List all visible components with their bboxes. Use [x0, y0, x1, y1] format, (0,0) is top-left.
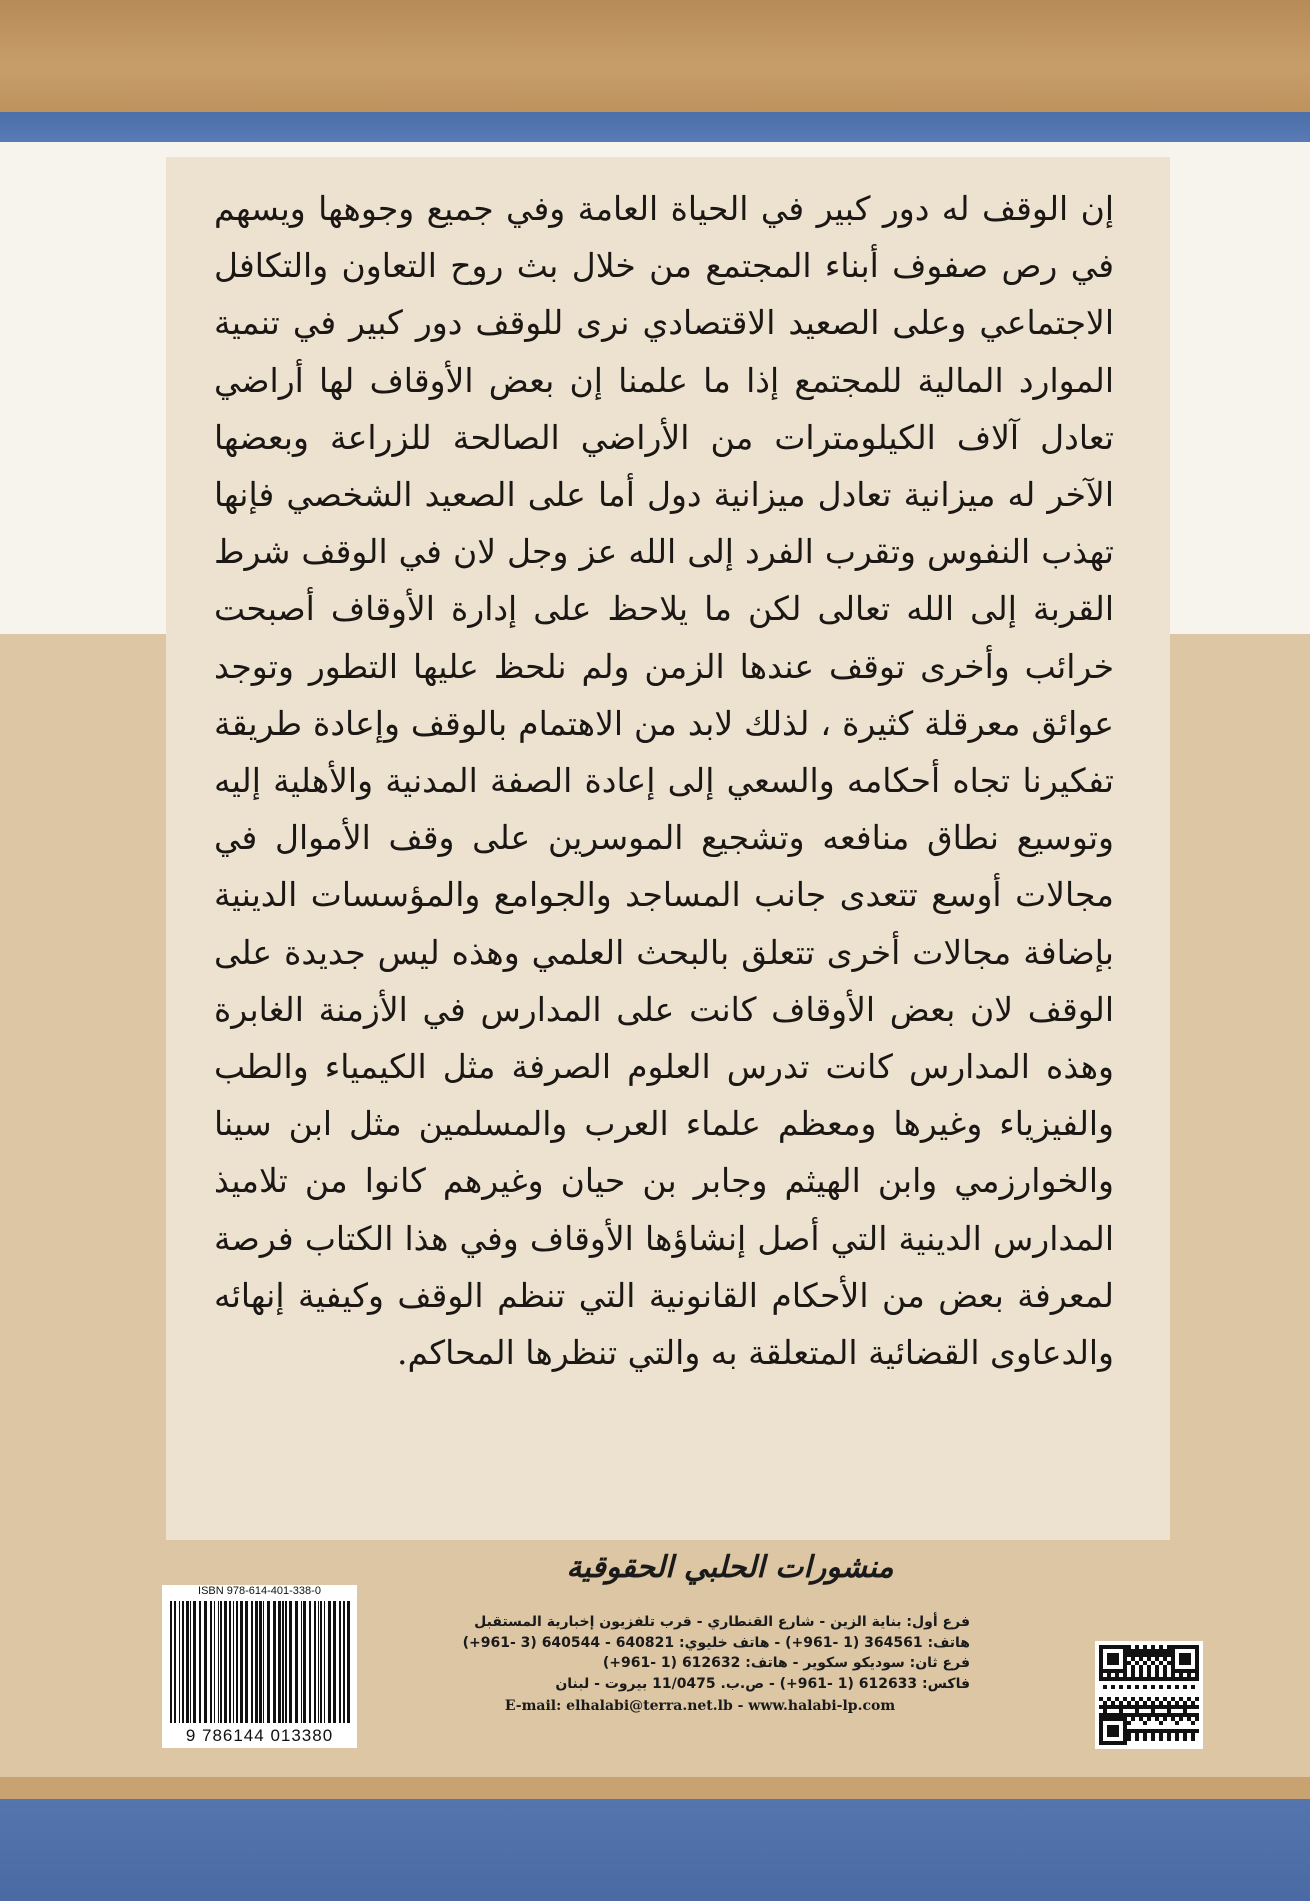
- top-blue-band: [0, 112, 1310, 142]
- publisher-contact: [430, 1612, 970, 1717]
- publisher-logo: منشورات الحلبي الحقوقية: [566, 1550, 894, 1585]
- isbn-label: ISBN 978-614-401-338-0: [198, 1585, 321, 1597]
- barcode-block: [162, 1585, 357, 1748]
- top-tan-band: [0, 0, 1310, 112]
- back-cover-blurb: إن الوقف له دور كبير في الحياة العامة وفي جميع وجوهها ويسهم في رص صفوف أبناء المجتمع من خلال بث روح التعاون والتكافل الاجتماعي وعلى الصعيد الاقتصادي نرى للوقف دور كبير في تنمية الموارد المالية للمجتمع إذا ما علمنا إن بعض الأوقاف لها أراضي تعادل آلاف الكيلومترات من الأراضي الصالحة للزراعة وبعضها الآخر له ميزانية تعادل ميزانية دول أما على الصعيد الشخصي فإنها تهذب النفوس وتقرب الفرد إلى الله عز وجل لان في الوقف شرط القربة إلى الله تعالى لكن ما يلاحظ على إدارة الأوقاف أصبحت خرائب وأخرى توقف عندها الزمن ولم نلحظ عليها التطور وتوجد عوائق معرقلة كثيرة ، لذلك لابد من الاهتمام بالوقف وإعادة طريقة تفكيرنا تجاه أحكامه والسعي إلى إعادة الصفة المدنية والأهلية إليه وتوسيع نطاق منافعه وتشجيع الموسرين على وقف الأموال في مجالات أوسع تتعدى جانب المساجد والجوامع والمؤسسات الدينية بإضافة مجالات أخرى تتعلق بالبحث العلمي وهذه ليس جديدة على الوقف لان بعض الأوقاف كانت على المدارس في الأزمنة الغابرة وهذه المدارس كانت تدرس العلوم الصرفة مثل الكيمياء والطب والفيزياء وغيرها ومعظم علماء العرب والمسلمين مثل ابن سينا والخوارزمي وابن الهيثم وجابر بن حيان وغيرهم كانوا من تلاميذ المدارس الدينية التي أصل إنشاؤها الأوقاف وفي هذا الكتاب فرصة لمعرفة بعض من الأحكام القانونية التي تنظم الوقف وكيفية إنهائه والدعاوى القضائية المتعلقة به والتي تنظرها المحاكم.: [214, 189, 1114, 1373]
- contact-email-website[interactable]: E-mail: elhalabi@terra.net.lb - www.halabi-lp.com: [504, 1698, 896, 1714]
- contact-line-phones: هاتف: 364561 (1 -961+) - هاتف خليوي: 640821 - 640544 (3 -961+): [462, 1634, 970, 1651]
- contact-line-branch2: فرع ثان: سوديكو سكوير - هاتف: 612632 (1 -961+): [602, 1655, 970, 1671]
- barcode-icon: [168, 1601, 351, 1725]
- barcode-digits: 9 786144 013380: [185, 1726, 334, 1745]
- qr-code-block: [1095, 1641, 1203, 1749]
- contact-line-branch1: فرع أول: بناية الزين - شارع القنطاري - قرب تلفزيون إخبارية المستقبل: [474, 1614, 970, 1630]
- lower-tan-stripe: [0, 1777, 1310, 1799]
- bottom-blue-band: [0, 1799, 1310, 1901]
- contact-line-fax: فاكس: 612633 (1 -961+) - ص.ب. 11/0475 بيروت - لبنان: [555, 1675, 970, 1692]
- qr-code-icon: [1099, 1645, 1199, 1745]
